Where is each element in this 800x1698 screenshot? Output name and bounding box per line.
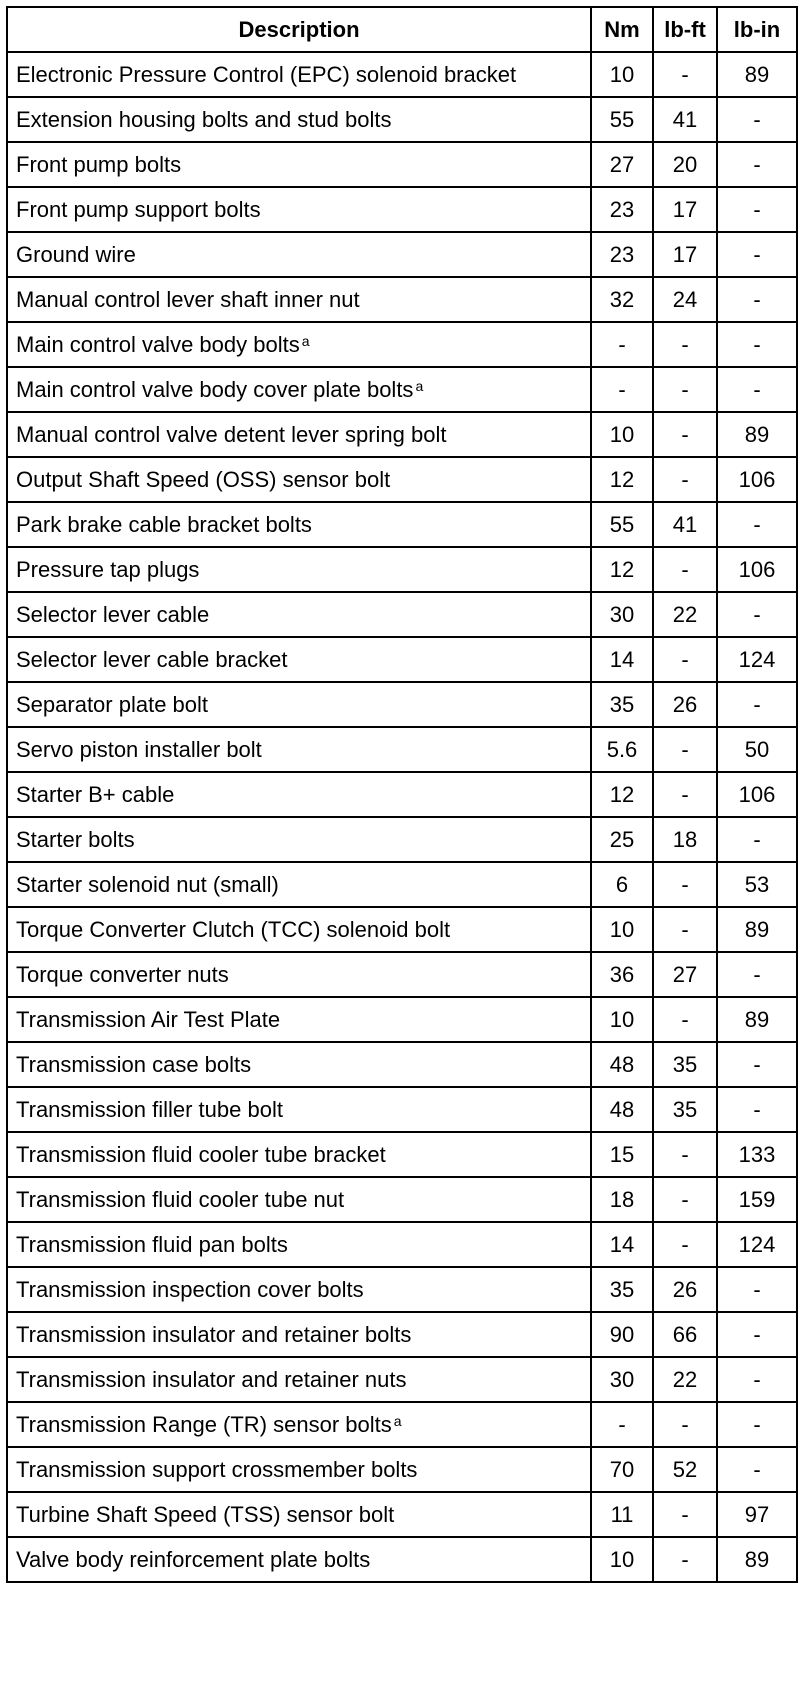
- description-text: Pressure tap plugs: [16, 556, 200, 582]
- cell-lbft: 66: [653, 1312, 717, 1357]
- cell-lbft: -: [653, 1222, 717, 1267]
- table-row: [7, 1312, 797, 1357]
- description-text: Main control valve body cover plate bolts: [16, 376, 414, 402]
- cell-lbin: -: [717, 187, 797, 232]
- table-row: [7, 142, 797, 187]
- cell-description: [7, 1402, 591, 1447]
- cell-description: [7, 952, 591, 997]
- description-text: Transmission inspection cover bolts: [16, 1276, 364, 1302]
- torque-specifications-table: [6, 6, 798, 1583]
- description-text: Torque Converter Clutch (TCC) solenoid bolt: [16, 916, 451, 942]
- cell-nm: 18: [591, 1177, 653, 1222]
- cell-description: [7, 1267, 591, 1312]
- cell-nm: -: [591, 1402, 653, 1447]
- cell-lbin: 89: [717, 997, 797, 1042]
- cell-lbin: -: [717, 97, 797, 142]
- cell-lbin: 106: [717, 547, 797, 592]
- cell-description: [7, 682, 591, 727]
- table-row: [7, 772, 797, 817]
- cell-nm: 25: [591, 817, 653, 862]
- cell-lbft: -: [653, 1492, 717, 1537]
- cell-lbin: -: [717, 1042, 797, 1087]
- cell-description: [7, 52, 591, 97]
- table-row: [7, 727, 797, 772]
- description-text: Transmission fluid cooler tube bracket: [16, 1141, 386, 1167]
- cell-description: [7, 1537, 591, 1582]
- cell-nm: 10: [591, 1537, 653, 1582]
- description-text: Starter solenoid nut (small): [16, 871, 279, 897]
- cell-nm: -: [591, 322, 653, 367]
- cell-lbft: -: [653, 547, 717, 592]
- cell-description: [7, 1177, 591, 1222]
- description-text: Extension housing bolts and stud bolts: [16, 106, 392, 132]
- table-row: [7, 1402, 797, 1447]
- table-row: [7, 1447, 797, 1492]
- cell-nm: 23: [591, 232, 653, 277]
- table-row: [7, 502, 797, 547]
- cell-lbft: 22: [653, 592, 717, 637]
- cell-description: [7, 367, 591, 412]
- cell-nm: 11: [591, 1492, 653, 1537]
- cell-nm: 35: [591, 1267, 653, 1312]
- table-row: [7, 862, 797, 907]
- cell-lbin: 89: [717, 907, 797, 952]
- table-row: [7, 457, 797, 502]
- description-text: Transmission fluid pan bolts: [16, 1231, 288, 1257]
- cell-nm: 10: [591, 52, 653, 97]
- cell-lbin: -: [717, 1312, 797, 1357]
- table-row: [7, 907, 797, 952]
- cell-description: [7, 322, 591, 367]
- footnote-marker: a: [393, 1412, 402, 1429]
- cell-nm: 12: [591, 457, 653, 502]
- cell-nm: 36: [591, 952, 653, 997]
- description-text: Servo piston installer bolt: [16, 736, 262, 762]
- cell-lbin: -: [717, 1402, 797, 1447]
- description-text: Transmission Air Test Plate: [16, 1006, 281, 1032]
- description-text: Transmission case bolts: [16, 1051, 252, 1077]
- cell-nm: 14: [591, 1222, 653, 1267]
- cell-nm: 55: [591, 502, 653, 547]
- cell-nm: 30: [591, 592, 653, 637]
- cell-description: [7, 277, 591, 322]
- table-row: [7, 232, 797, 277]
- cell-lbft: -: [653, 1402, 717, 1447]
- cell-lbft: 22: [653, 1357, 717, 1402]
- description-text: Transmission fluid cooler tube nut: [16, 1186, 345, 1212]
- table-row: [7, 952, 797, 997]
- cell-lbin: 106: [717, 772, 797, 817]
- cell-lbin: 97: [717, 1492, 797, 1537]
- cell-nm: 55: [591, 97, 653, 142]
- description-text: Turbine Shaft Speed (TSS) sensor bolt: [16, 1501, 395, 1527]
- table-row: [7, 1087, 797, 1132]
- footnote-marker: a: [415, 377, 424, 394]
- cell-lbft: -: [653, 637, 717, 682]
- table-row: [7, 187, 797, 232]
- table-row: [7, 277, 797, 322]
- cell-description: [7, 772, 591, 817]
- cell-lbft: -: [653, 457, 717, 502]
- cell-description: [7, 232, 591, 277]
- cell-description: [7, 637, 591, 682]
- cell-nm: 35: [591, 682, 653, 727]
- cell-nm: 32: [591, 277, 653, 322]
- cell-lbin: 159: [717, 1177, 797, 1222]
- cell-lbft: 52: [653, 1447, 717, 1492]
- description-text: Selector lever cable: [16, 601, 210, 627]
- cell-description: [7, 817, 591, 862]
- description-text: Transmission filler tube bolt: [16, 1096, 283, 1122]
- table-row: [7, 1222, 797, 1267]
- table-row: [7, 637, 797, 682]
- table-row: [7, 52, 797, 97]
- cell-description: [7, 457, 591, 502]
- cell-lbft: 41: [653, 502, 717, 547]
- column-header-description: Description: [7, 7, 591, 52]
- cell-description: [7, 1222, 591, 1267]
- cell-nm: 23: [591, 187, 653, 232]
- cell-nm: 48: [591, 1087, 653, 1132]
- description-text: Manual control valve detent lever spring bolt: [16, 421, 447, 447]
- cell-nm: 27: [591, 142, 653, 187]
- table-row: [7, 1177, 797, 1222]
- cell-description: [7, 1447, 591, 1492]
- table-row: [7, 1042, 797, 1087]
- table-header-row: [7, 7, 797, 52]
- cell-lbin: -: [717, 682, 797, 727]
- cell-nm: 90: [591, 1312, 653, 1357]
- cell-lbft: 35: [653, 1087, 717, 1132]
- table-row: [7, 1267, 797, 1312]
- description-text: Selector lever cable bracket: [16, 646, 288, 672]
- cell-description: [7, 907, 591, 952]
- cell-lbin: 124: [717, 1222, 797, 1267]
- table-row: [7, 817, 797, 862]
- table-row: [7, 1537, 797, 1582]
- table-row: [7, 1132, 797, 1177]
- cell-nm: 70: [591, 1447, 653, 1492]
- cell-lbft: 17: [653, 187, 717, 232]
- cell-description: [7, 862, 591, 907]
- table-row: [7, 682, 797, 727]
- cell-nm: 10: [591, 997, 653, 1042]
- cell-lbin: 89: [717, 1537, 797, 1582]
- description-text: Starter bolts: [16, 826, 135, 852]
- cell-description: [7, 547, 591, 592]
- cell-description: [7, 1312, 591, 1357]
- description-text: Main control valve body bolts: [16, 331, 300, 357]
- description-text: Separator plate bolt: [16, 691, 209, 717]
- cell-lbin: -: [717, 952, 797, 997]
- cell-lbft: 20: [653, 142, 717, 187]
- table-row: [7, 97, 797, 142]
- cell-description: [7, 1042, 591, 1087]
- footnote-marker: a: [301, 332, 310, 349]
- table-row: [7, 367, 797, 412]
- cell-nm: 6: [591, 862, 653, 907]
- cell-description: [7, 1132, 591, 1177]
- cell-nm: 48: [591, 1042, 653, 1087]
- description-text: Front pump bolts: [16, 151, 182, 177]
- cell-description: [7, 97, 591, 142]
- column-header-lbft: lb-ft: [653, 7, 717, 52]
- cell-lbft: 26: [653, 1267, 717, 1312]
- cell-lbft: -: [653, 907, 717, 952]
- cell-description: [7, 1357, 591, 1402]
- cell-lbin: -: [717, 1447, 797, 1492]
- description-text: Transmission insulator and retainer nuts: [16, 1366, 407, 1392]
- cell-lbft: -: [653, 862, 717, 907]
- cell-nm: 15: [591, 1132, 653, 1177]
- cell-description: [7, 142, 591, 187]
- cell-lbin: -: [717, 322, 797, 367]
- column-header-nm: Nm: [591, 7, 653, 52]
- description-text: Valve body reinforcement plate bolts: [16, 1546, 371, 1572]
- table-row: [7, 412, 797, 457]
- description-text: Ground wire: [16, 241, 136, 267]
- cell-lbin: -: [717, 817, 797, 862]
- cell-description: [7, 727, 591, 772]
- cell-description: [7, 1087, 591, 1132]
- cell-nm: 14: [591, 637, 653, 682]
- cell-nm: 10: [591, 907, 653, 952]
- cell-lbft: -: [653, 1537, 717, 1582]
- cell-lbin: -: [717, 592, 797, 637]
- cell-description: [7, 412, 591, 457]
- table-row: [7, 322, 797, 367]
- table-row: [7, 997, 797, 1042]
- cell-lbft: -: [653, 727, 717, 772]
- cell-description: [7, 502, 591, 547]
- cell-lbin: -: [717, 142, 797, 187]
- description-text: Output Shaft Speed (OSS) sensor bolt: [16, 466, 391, 492]
- cell-lbin: -: [717, 502, 797, 547]
- cell-nm: 12: [591, 547, 653, 592]
- column-header-lbin: lb-in: [717, 7, 797, 52]
- description-text: Electronic Pressure Control (EPC) solenoid bracket: [16, 61, 517, 87]
- cell-lbft: 35: [653, 1042, 717, 1087]
- description-text: Transmission Range (TR) sensor bolts: [16, 1411, 392, 1437]
- cell-lbin: 89: [717, 412, 797, 457]
- cell-description: [7, 187, 591, 232]
- cell-lbft: -: [653, 997, 717, 1042]
- description-text: Starter B+ cable: [16, 781, 175, 807]
- table-row: [7, 547, 797, 592]
- cell-lbin: -: [717, 232, 797, 277]
- description-text: Torque converter nuts: [16, 961, 229, 987]
- cell-description: [7, 592, 591, 637]
- cell-nm: 30: [591, 1357, 653, 1402]
- cell-lbin: -: [717, 1267, 797, 1312]
- cell-lbft: -: [653, 367, 717, 412]
- cell-lbin: 133: [717, 1132, 797, 1177]
- cell-lbin: 53: [717, 862, 797, 907]
- cell-lbft: -: [653, 772, 717, 817]
- cell-description: [7, 1492, 591, 1537]
- table-body: [7, 52, 797, 1582]
- cell-lbin: 124: [717, 637, 797, 682]
- cell-lbin: -: [717, 1357, 797, 1402]
- cell-lbft: -: [653, 1177, 717, 1222]
- cell-lbin: -: [717, 277, 797, 322]
- cell-lbft: -: [653, 1132, 717, 1177]
- cell-lbft: -: [653, 412, 717, 457]
- cell-lbin: 89: [717, 52, 797, 97]
- table-row: [7, 592, 797, 637]
- cell-lbft: 26: [653, 682, 717, 727]
- cell-lbft: -: [653, 322, 717, 367]
- table-row: [7, 1357, 797, 1402]
- cell-nm: -: [591, 367, 653, 412]
- cell-lbin: 50: [717, 727, 797, 772]
- cell-lbft: 17: [653, 232, 717, 277]
- cell-description: [7, 997, 591, 1042]
- description-text: Transmission support crossmember bolts: [16, 1456, 418, 1482]
- description-text: Manual control lever shaft inner nut: [16, 286, 360, 312]
- cell-lbft: 27: [653, 952, 717, 997]
- cell-lbft: 41: [653, 97, 717, 142]
- cell-nm: 10: [591, 412, 653, 457]
- cell-lbin: 106: [717, 457, 797, 502]
- cell-lbft: 24: [653, 277, 717, 322]
- description-text: Front pump support bolts: [16, 196, 261, 222]
- cell-lbin: -: [717, 1087, 797, 1132]
- cell-lbft: 18: [653, 817, 717, 862]
- cell-lbft: -: [653, 52, 717, 97]
- description-text: Park brake cable bracket bolts: [16, 511, 312, 537]
- table-row: [7, 1492, 797, 1537]
- cell-nm: 12: [591, 772, 653, 817]
- description-text: Transmission insulator and retainer bolts: [16, 1321, 412, 1347]
- cell-nm: 5.6: [591, 727, 653, 772]
- cell-lbin: -: [717, 367, 797, 412]
